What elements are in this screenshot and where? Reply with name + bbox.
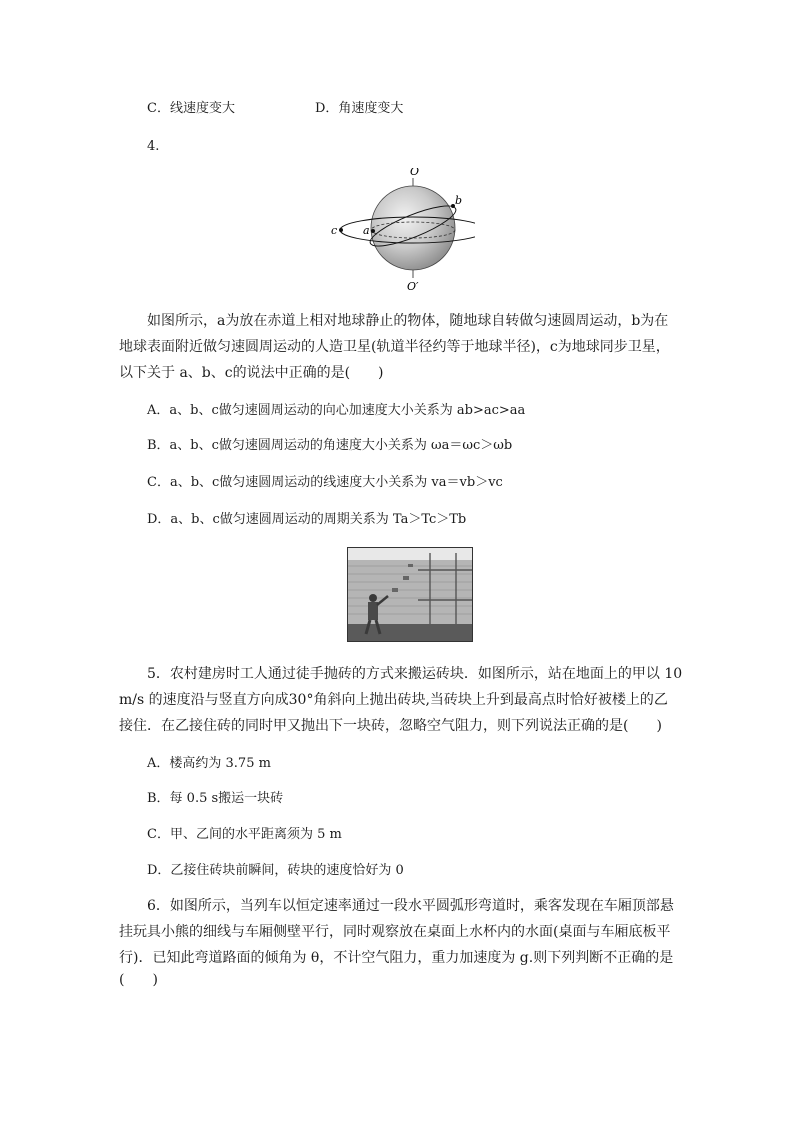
- earth-satellite-figure: [325, 168, 475, 293]
- point-c: [339, 228, 343, 232]
- label-O-prime: O′: [407, 280, 419, 293]
- q5-option-a: A．楼高约为 3.75 m: [147, 756, 271, 771]
- q6-stem-line3: 行)．已知此弯道路面的倾角为 θ，不计空气阻力，重力加速度为 g.则下列判断不正确的是: [119, 950, 674, 966]
- brick-throwing-photo: [347, 547, 473, 642]
- q4-option-d: D．a、b、c做匀速圆周运动的周期关系为 Ta＞Tc＞Tb: [147, 512, 467, 527]
- q3-option-c: C．线速度变大: [147, 101, 235, 116]
- q6-stem-line2: 挂玩具小熊的细线与车厢侧壁平行，同时观察放在桌面上水杯内的水面(桌面与车厢底板平: [119, 924, 671, 940]
- q5-stem-line2: m/s 的速度沿与竖直方向成30°角斜向上抛出砖块,当砖块上升到最高点时恰好被楼上的乙: [119, 692, 668, 708]
- q5-stem-line1: 5．农村建房时工人通过徒手抛砖的方式来搬运砖块．如图所示，站在地面上的甲以 10: [147, 666, 683, 682]
- q6-stem-line1: 6．如图所示，当列车以恒定速率通过一段水平圆弧形弯道时，乘客发现在车厢顶部悬: [147, 898, 674, 914]
- q4-stem-line3: 以下关于 a、b、c的说法中正确的是( ): [119, 365, 384, 381]
- label-c: c: [331, 224, 338, 237]
- q5-stem-line3: 接住．在乙接住砖的同时甲又抛出下一块砖，忽略空气阻力，则下列说法正确的是( ): [119, 718, 662, 734]
- q5-option-d: D．乙接住砖块前瞬间，砖块的速度恰好为 0: [147, 863, 404, 878]
- label-a: a: [363, 224, 370, 237]
- q4-option-a: A．a、b、c做匀速圆周运动的向心加速度大小关系为 ab>ac>aa: [147, 403, 526, 418]
- label-b: b: [455, 194, 463, 207]
- q4-stem-line1: 如图所示，a为放在赤道上相对地球静止的物体，随地球自转做匀速圆周运动，b为在: [147, 313, 669, 329]
- label-O: O: [410, 168, 420, 178]
- brick-wall-scene: [348, 548, 472, 641]
- q6-stem-line4: ( ): [119, 972, 158, 988]
- q5-option-c: C．甲、乙间的水平距离须为 5 m: [147, 827, 342, 842]
- q4-option-b: B．a、b、c做匀速圆周运动的角速度大小关系为 ωa＝ωc＞ωb: [147, 438, 513, 453]
- q4-option-c: C．a、b、c做匀速圆周运动的线速度大小关系为 va＝vb＞vc: [147, 475, 503, 490]
- q5-option-b: B．每 0.5 s搬运一块砖: [147, 791, 284, 806]
- q4-number: 4.: [147, 139, 160, 154]
- point-a: [371, 229, 375, 233]
- q3-option-d: D．角速度变大: [315, 101, 404, 116]
- q4-stem-line2: 地球表面附近做匀速圆周运动的人造卫星(轨道半径约等于地球半径)，c为地球同步卫星，: [119, 339, 670, 355]
